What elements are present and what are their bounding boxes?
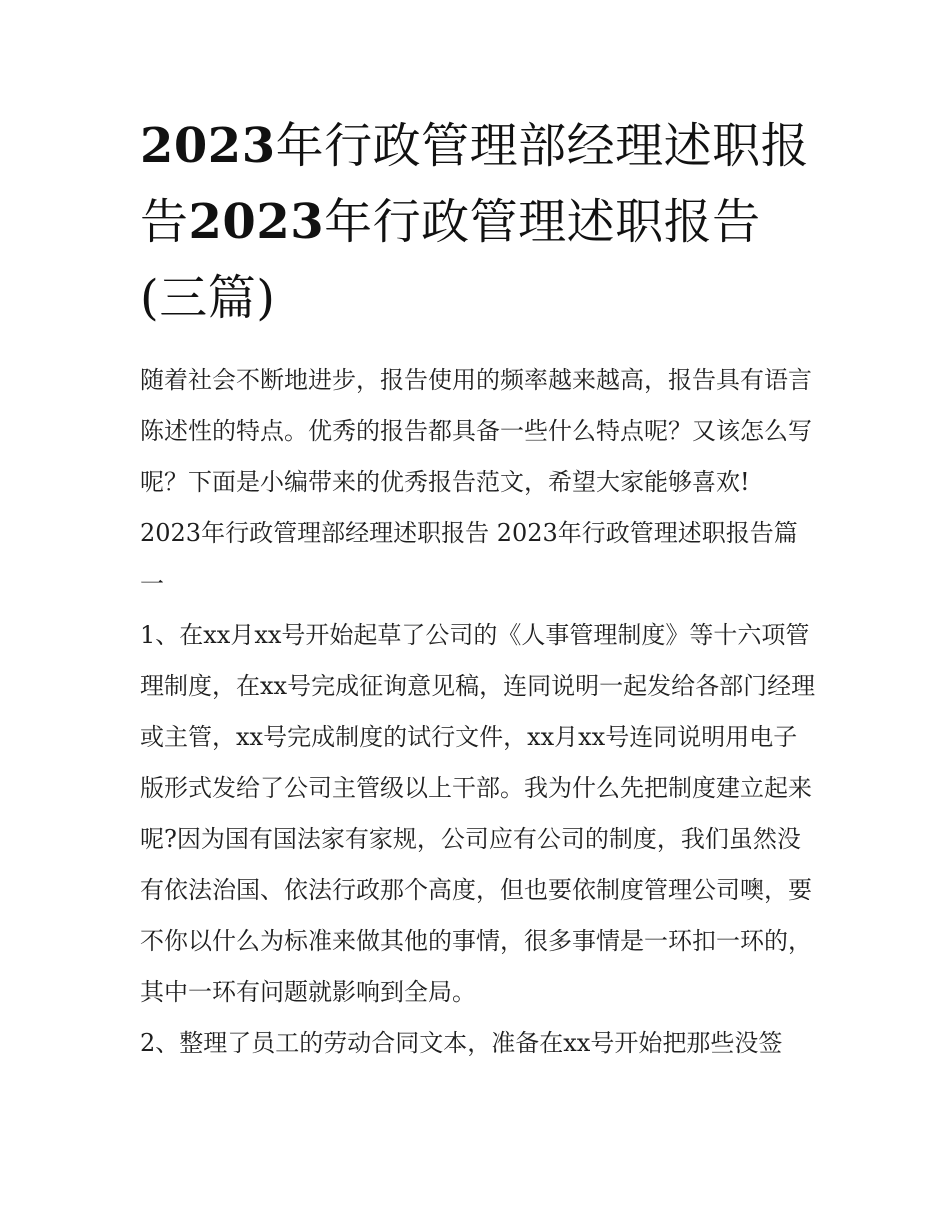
document-title: [140, 108, 820, 336]
item-1-paragraph: 1、在xx月xx号开始起草了公司的《人事管理制度》等十六项管理制度，在xx号完成征询意见稿，连同说明一起发给各部门经理或主管，xx号完成制度的试行文件，xx月xx号连同说明用电子版形式发给了公司主管级以上干部。我为什么先把制度建立起来呢?因为国有国法家有家规，公司应有公司的制度，我们虽然没有依法治国、依法行政那个高度，但也要依制度管理公司噢，要不你以什么为标准来做其他的事情，很多事情是一环扣一环的，其中一环有问题就影响到全局。: [140, 621, 816, 1006]
title-year-1: 2023: [140, 118, 276, 174]
document-body: [140, 355, 820, 1069]
intro-paragraph: 随着社会不断地进步，报告使用的频率越来越高，报告具有语言陈述性的特点。优秀的报告都具备一些什么特点呢？又该怎么写呢？下面是小编带来的优秀报告范文，希望大家能够喜欢!: [140, 366, 812, 496]
title-text-1: 年行政管理部经理述职报告: [140, 118, 810, 250]
title-text-2: 年行政管理述职报告(三篇): [140, 194, 761, 326]
section-heading: 2023年行政管理部经理述职报告 2023年行政管理述职报告篇一: [140, 519, 798, 598]
title-year-2: 2023: [188, 194, 325, 250]
item-2-paragraph: 2、整理了员工的劳动合同文本，准备在xx号开始把那些没签: [140, 1029, 783, 1057]
